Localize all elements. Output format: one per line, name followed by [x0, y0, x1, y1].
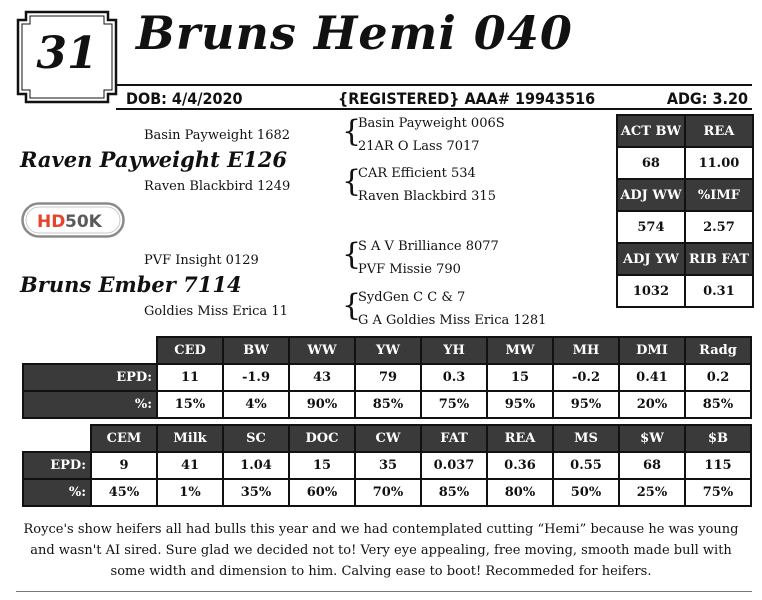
- epd-value: 15: [487, 364, 553, 391]
- dob: DOB: 4/4/2020: [126, 89, 243, 108]
- animal-name: Bruns Hemi 040: [136, 6, 573, 60]
- epd-percent: 20%: [619, 391, 685, 418]
- epd-percent: 70%: [355, 479, 421, 506]
- dam-dam: Goldies Miss Erica 11: [144, 304, 288, 319]
- sire-dam: Raven Blackbird 1249: [144, 179, 291, 194]
- stat-label: RIB FAT: [685, 243, 753, 275]
- epd-header: MH: [553, 337, 619, 364]
- epd-header: CED: [157, 337, 223, 364]
- epd-percent: 85%: [355, 391, 421, 418]
- sire-name: Raven Payweight E126: [20, 147, 287, 172]
- epd-header: SC: [223, 425, 289, 452]
- dam-sire-dam: PVF Missie 790: [358, 262, 461, 277]
- stat-label: REA: [685, 115, 753, 147]
- epd-value-row: [23, 452, 751, 479]
- epd-header: CEM: [91, 425, 157, 452]
- epd-value: 0.41: [619, 364, 685, 391]
- header-bar: [116, 84, 752, 110]
- epd-table-1: [22, 336, 752, 419]
- sire-sire: Basin Payweight 1682: [144, 128, 291, 143]
- epd-value: 0.36: [487, 452, 553, 479]
- adg: ADG: 3.20: [666, 89, 748, 108]
- epd-header: CW: [355, 425, 421, 452]
- dam-dam-sire: SydGen C C & 7: [358, 290, 466, 305]
- epd-row-label: EPD:: [23, 452, 91, 479]
- epd-header: REA: [487, 425, 553, 452]
- stat-value: 1032: [617, 275, 685, 307]
- logo-50k-text: 50K: [65, 212, 102, 232]
- epd-value: 0.55: [553, 452, 619, 479]
- logo-hd-text: HD: [37, 212, 66, 232]
- epd-header: DOC: [289, 425, 355, 452]
- stat-label-row: [617, 243, 753, 275]
- epd-value-row: [23, 364, 751, 391]
- stat-value-row: [617, 275, 753, 307]
- stat-label-row: [617, 115, 753, 147]
- epd-value: 9: [91, 452, 157, 479]
- epd-header: $B: [685, 425, 751, 452]
- epd-percent: 90%: [289, 391, 355, 418]
- brace-2: {: [342, 164, 362, 199]
- stat-label: ADJ YW: [617, 243, 685, 275]
- epd-percent: 35%: [223, 479, 289, 506]
- stat-label-row: [617, 179, 753, 211]
- stat-value: 574: [617, 211, 685, 243]
- epd-value: 41: [157, 452, 223, 479]
- epd-percent: 85%: [421, 479, 487, 506]
- epd-value: 1.04: [223, 452, 289, 479]
- epd-value: 35: [355, 452, 421, 479]
- epd-header: BW: [223, 337, 289, 364]
- stat-value: 0.31: [685, 275, 753, 307]
- epd-percent: 85%: [685, 391, 751, 418]
- registration-number: {REGISTERED} AAA# 19943516: [338, 89, 596, 108]
- epd-percent: 15%: [157, 391, 223, 418]
- dam-sire-sire: S A V Brilliance 8077: [358, 239, 499, 254]
- epd-header: MS: [553, 425, 619, 452]
- epd-percent-row: [23, 391, 751, 418]
- epd-percent: 60%: [289, 479, 355, 506]
- epd-row-label: %:: [23, 479, 91, 506]
- epd-value: 0.2: [685, 364, 751, 391]
- stat-label: ACT BW: [617, 115, 685, 147]
- epd-value: 0.037: [421, 452, 487, 479]
- epd-percent: 25%: [619, 479, 685, 506]
- epd-header-row: [23, 425, 751, 452]
- epd-value: 0.3: [421, 364, 487, 391]
- stat-label: ADJ WW: [617, 179, 685, 211]
- stat-value: 11.00: [685, 147, 753, 179]
- epd-table-2: [22, 424, 752, 507]
- stat-value-row: [617, 211, 753, 243]
- dam-dam-dam: G A Goldies Miss Erica 1281: [358, 313, 547, 328]
- epd-header: WW: [289, 337, 355, 364]
- hd50k-logo: [21, 202, 125, 238]
- stat-value: 2.57: [685, 211, 753, 243]
- epd-percent-row: [23, 479, 751, 506]
- epd-header: Radg: [685, 337, 751, 364]
- dam-name: Bruns Ember 7114: [20, 272, 242, 297]
- epd-value: 79: [355, 364, 421, 391]
- epd-row-label: EPD:: [23, 364, 157, 391]
- epd-value: 43: [289, 364, 355, 391]
- sire-dam-sire: CAR Efficient 534: [358, 166, 476, 181]
- epd-row-label: %:: [23, 391, 157, 418]
- epd-header: FAT: [421, 425, 487, 452]
- dam-sire: PVF Insight 0129: [144, 253, 259, 268]
- epd-percent: 95%: [487, 391, 553, 418]
- epd-percent: 1%: [157, 479, 223, 506]
- epd-value: -0.2: [553, 364, 619, 391]
- epd-value: 68: [619, 452, 685, 479]
- epd-header: DMI: [619, 337, 685, 364]
- sire-sire-dam: 21AR O Lass 7017: [358, 139, 480, 154]
- epd-percent: 45%: [91, 479, 157, 506]
- bottom-divider: [16, 591, 752, 592]
- sire-sire-sire: Basin Payweight 006S: [358, 116, 505, 131]
- epd-value: -1.9: [223, 364, 289, 391]
- lot-number-box: [16, 10, 118, 104]
- epd-header: YW: [355, 337, 421, 364]
- brace-1: {: [342, 114, 362, 149]
- lot-number: 31: [36, 28, 98, 79]
- brace-4: {: [342, 288, 362, 323]
- epd-header: Milk: [157, 425, 223, 452]
- epd-value: 115: [685, 452, 751, 479]
- epd-value: 15: [289, 452, 355, 479]
- epd-percent: 80%: [487, 479, 553, 506]
- epd-header: YH: [421, 337, 487, 364]
- performance-stats-table: [616, 114, 754, 308]
- sire-dam-dam: Raven Blackbird 315: [358, 189, 496, 204]
- epd-percent: 75%: [685, 479, 751, 506]
- epd-percent: 4%: [223, 391, 289, 418]
- stat-value-row: [617, 147, 753, 179]
- brace-3: {: [342, 237, 362, 272]
- epd-header: $W: [619, 425, 685, 452]
- stat-label: %IMF: [685, 179, 753, 211]
- stat-value: 68: [617, 147, 685, 179]
- epd-header: MW: [487, 337, 553, 364]
- epd-header-row: [23, 337, 751, 364]
- epd-percent: 75%: [421, 391, 487, 418]
- epd-percent: 50%: [553, 479, 619, 506]
- epd-value: 11: [157, 364, 223, 391]
- epd-percent: 95%: [553, 391, 619, 418]
- lot-comment: Royce's show heifers all had bulls this year and we had contemplated cutting “Hemi” because he was young and wasn't AI sired. Sure glad we decided not to! Very eye appealing, free moving, smooth made bull with some width and dimension to him. Calving ease to boot! Recommeded for heifers.: [23, 522, 739, 579]
